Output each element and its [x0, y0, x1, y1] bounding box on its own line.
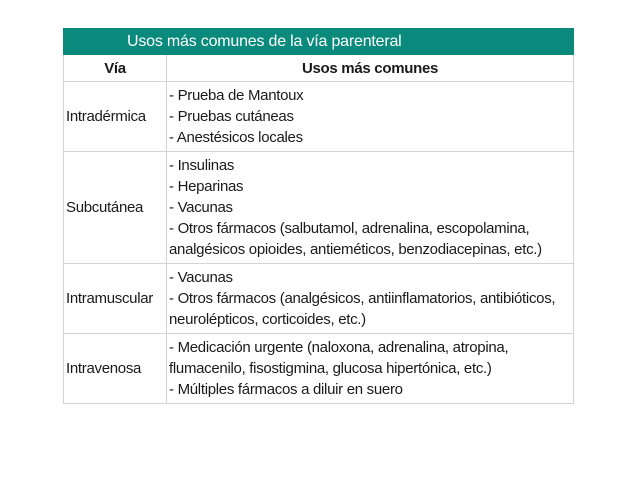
- use-line: - Múltiples fármacos a diluir en suero: [169, 381, 403, 398]
- table-row: [64, 334, 574, 404]
- table-title: Usos más comunes de la vía parenteral: [64, 29, 574, 55]
- table-row: [64, 264, 574, 334]
- table-row: [64, 82, 574, 152]
- route-cell: Intravenosa: [64, 334, 167, 404]
- uses-cell: [167, 152, 574, 264]
- use-line: - Anestésicos locales: [169, 129, 303, 146]
- route-cell: Intradérmica: [64, 82, 167, 152]
- uses-cell: [167, 334, 574, 404]
- use-line: - Otros fármacos (analgésicos, antiinflamatorios, antibióticos,: [169, 290, 556, 307]
- use-line: - Otros fármacos (salbutamol, adrenalina, escopolamina,: [169, 220, 530, 237]
- use-line: - Vacunas: [169, 269, 233, 286]
- use-line: - Prueba de Mantoux: [169, 87, 304, 104]
- use-line: neurolépticos, corticoides, etc.): [169, 311, 366, 328]
- parenteral-uses-table-container: [63, 28, 573, 404]
- parenteral-uses-table: [63, 28, 574, 404]
- use-line: - Medicación urgente (naloxona, adrenalina, atropina,: [169, 339, 509, 356]
- uses-cell: [167, 82, 574, 152]
- uses-cell: [167, 264, 574, 334]
- use-line: - Pruebas cutáneas: [169, 108, 294, 125]
- header-uses: Usos más comunes: [167, 55, 574, 82]
- header-route: Vía: [64, 55, 167, 82]
- use-line: - Vacunas: [169, 199, 233, 216]
- use-line: analgésicos opioides, antieméticos, benzodiacepinas, etc.): [169, 241, 542, 258]
- route-cell: Intramuscular: [64, 264, 167, 334]
- route-cell: Subcutánea: [64, 152, 167, 264]
- table-row: [64, 152, 574, 264]
- use-line: - Insulinas: [169, 157, 235, 174]
- table-header-row: [64, 55, 574, 82]
- table-title-row: [64, 29, 574, 55]
- use-line: - Heparinas: [169, 178, 244, 195]
- use-line: flumacenilo, fisostigmina, glucosa hipertónica, etc.): [169, 360, 492, 377]
